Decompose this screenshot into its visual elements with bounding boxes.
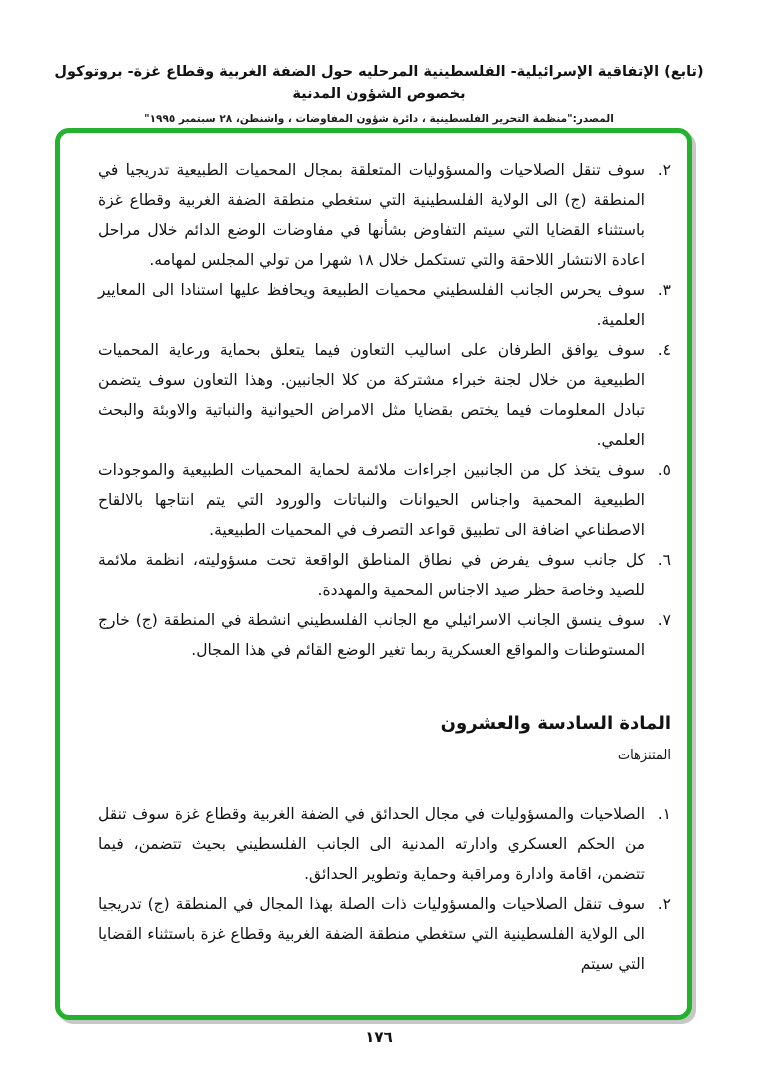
item-number: ٣. (657, 281, 671, 299)
list-item (98, 889, 671, 979)
document-title: (تابع) الإتفاقية الإسرائيلية- الفلسطينية المرحليه حول الضفة الغربية وقطاع غزة- بروتوكول بخصوص الشؤون المدنية (54, 64, 704, 102)
article-heading: المادة السادسة والعشرون (440, 713, 671, 734)
item-text: سوف تنقل الصلاحيات والمسؤوليات ذات الصلة بهذا المجال في المنطقة (ج) تدريجيا الى الولاية الفلسطينية التي ستغطي منطقة الضفة الغربية وقطاع غزة باستثناء القضايا التي سيتم (98, 895, 645, 973)
item-number: ٤. (657, 341, 671, 359)
item-text: سوف يتخذ كل من الجانبين اجراءات ملائمة لحماية المحميات الطبيعية والموجودات الطبيعية المحمية واجناس الحيوانات والنباتات والورود التي يتم انتاجها بالالقاح الاصطناعي اضافة الى تطبيق قواعد التصرف في المحميات الطبيعية. (98, 461, 645, 539)
item-number: ٢. (657, 895, 671, 913)
item-text: الصلاحيات والمسؤوليات في مجال الحدائق في الضفة الغربية وقطاع غزة سوف تنقل من الحكم العسكري وادارته المدنية الى الجانب الفلسطيني بحيث تتضمن، فيما تتضمن، اقامة وادارة ومراقبة وحماية وتطوير الحدائق. (98, 805, 645, 883)
item-number: ٢. (657, 161, 671, 179)
list-item (98, 275, 671, 335)
list-item (98, 799, 671, 889)
list-item (98, 155, 671, 275)
item-number: ٦. (657, 551, 671, 569)
list-item (98, 455, 671, 545)
list-item (98, 545, 671, 605)
item-text: سوف يحرس الجانب الفلسطيني محميات الطبيعة ويحافظ عليها استنادا الى المعايير العلمية. (98, 281, 645, 329)
document-header (0, 62, 758, 125)
numbered-list-parks (98, 799, 671, 979)
item-text: سوف ينسق الجانب الاسرائيلي مع الجانب الفلسطيني انشطة في المنطقة (ج) خارج المستوطنات والمواقع العسكرية ربما تغير الوضع القائم في هذا المجال. (98, 611, 645, 659)
item-text: سوف يوافق الطرفان على اساليب التعاون فيما يتعلق بحماية ورعاية المحميات الطبيعية من خلال لجنة خبراء مشتركة من كلا الجانبين. وهذا التعاون سوف يتضمن تبادل المعلومات فيما يختص بقضايا مثل الامراض الحيوانية والنباتية والاوبئة والبحث العلمي. (98, 341, 645, 449)
item-text: سوف تنقل الصلاحيات والمسؤوليات المتعلقة بمجال المحميات الطبيعية تدريجيا في المنطقة (ج) الى الولاية الفلسطينية التي ستغطي منطقة الضفة الغربية وقطاع غزة باستثناء القضايا التي سيتم التفاوض بشأنها في مفاوضات الوضع الدائم خلال مراحل اعادة الانتشار اللاحقة والتي تستكمل خلال ١٨ شهرا من تولي المجلس لمهامه. (98, 161, 645, 269)
item-number: ٧. (657, 611, 671, 629)
green-content-frame (55, 128, 692, 1020)
list-item (98, 605, 671, 665)
article-subheading: المتنزهات (617, 748, 671, 763)
item-number: ٥. (657, 461, 671, 479)
numbered-list-nature-reserves (98, 155, 671, 665)
page-number: ١٧٦ (365, 1028, 393, 1046)
document-source-line: المصدر:"منظمة التحرير الفلسطينية ، دائرة شؤون المفاوضات ، واشنطن، ٢٨ سبتمبر ١٩٩٥" (144, 112, 614, 125)
list-item (98, 335, 671, 455)
item-number: ١. (657, 805, 671, 823)
item-text: كل جانب سوف يفرض في نطاق المناطق الواقعة تحت مسؤوليته، انظمة ملائمة للصيد وخاصة حظر صيد الاجناس المحمية والمهددة. (98, 551, 645, 599)
